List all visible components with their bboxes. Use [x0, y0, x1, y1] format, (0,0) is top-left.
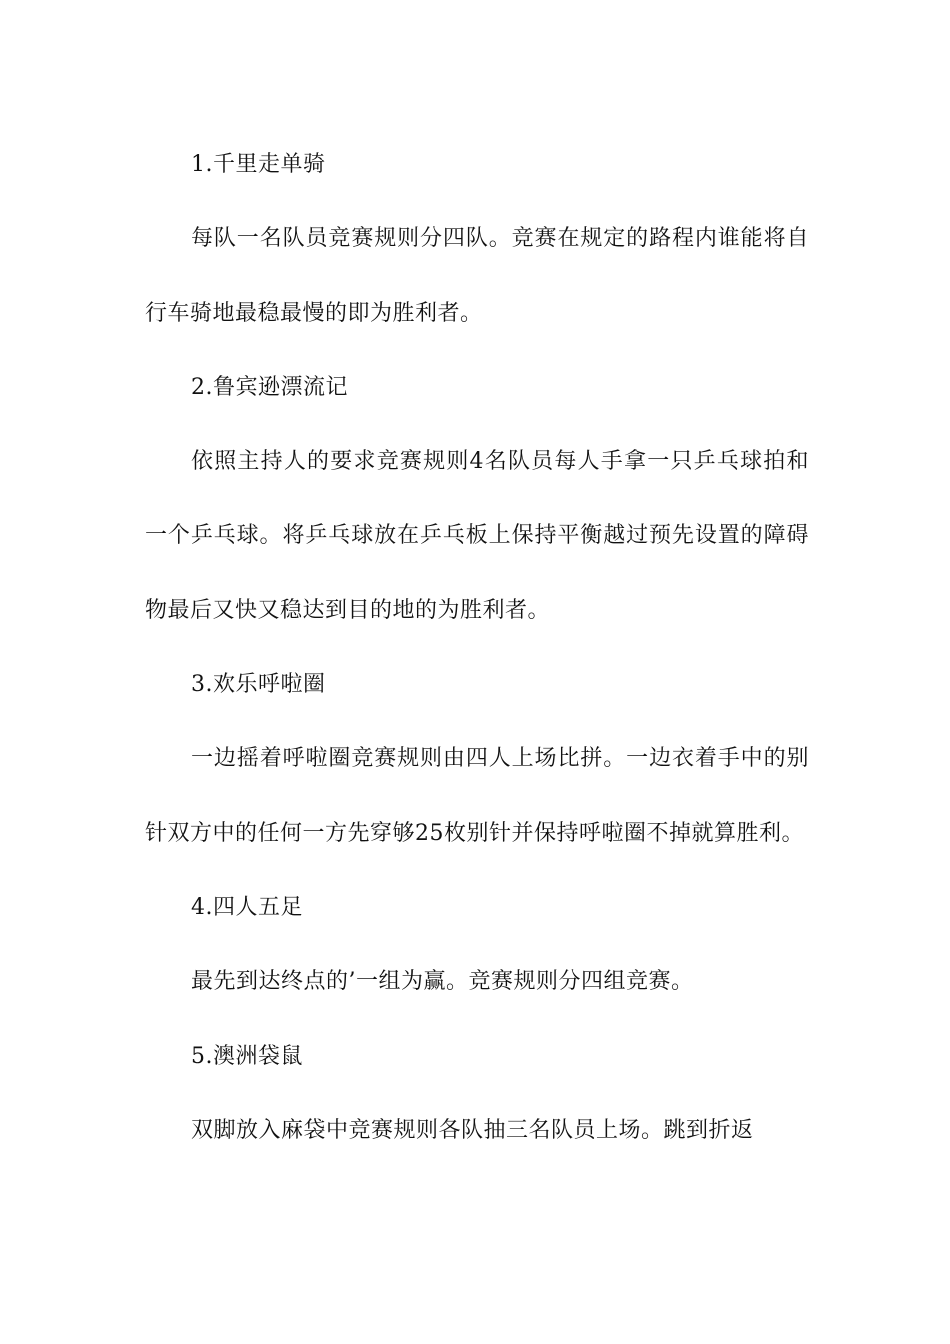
section-paragraph-5: 双脚放入麻袋中竞赛规则各队抽三名队员上场。跳到折返: [191, 1117, 754, 1143]
section-heading-2: 2.鲁宾逊漂流记: [191, 374, 348, 400]
section-heading-4: 4.四人五足: [191, 894, 303, 920]
section-heading-1: 1.千里走单骑: [191, 152, 326, 177]
section-paragraph-4: 最先到达终点的’一组为赢。竞赛规则分四组竞赛。: [191, 969, 694, 995]
section-paragraph-1: 每队一名队员竞赛规则分四队。竞赛在规定的路程内谁能将自行车骑地最稳最慢的即为胜利者。: [145, 226, 809, 326]
section-paragraph-3: 一边摇着呼啦圈竞赛规则由四人上场比拼。一边衣着手中的别针双方中的任何一方先穿够25枚别针并保持呼啦圈不掉就算胜利。: [145, 746, 809, 846]
document-body: [145, 128, 809, 1168]
section-heading-3: 3.欢乐呼啦圈: [191, 672, 326, 698]
section-heading-5: 5.澳洲袋鼠: [191, 1043, 303, 1069]
section-paragraph-2: 依照主持人的要求竞赛规则4名队员每人手拿一只乒乓球拍和一个乒乓球。将乒乓球放在乒乓板上保持平衡越过预先设置的障碍物最后又快又稳达到目的地的为胜利者。: [145, 449, 809, 623]
